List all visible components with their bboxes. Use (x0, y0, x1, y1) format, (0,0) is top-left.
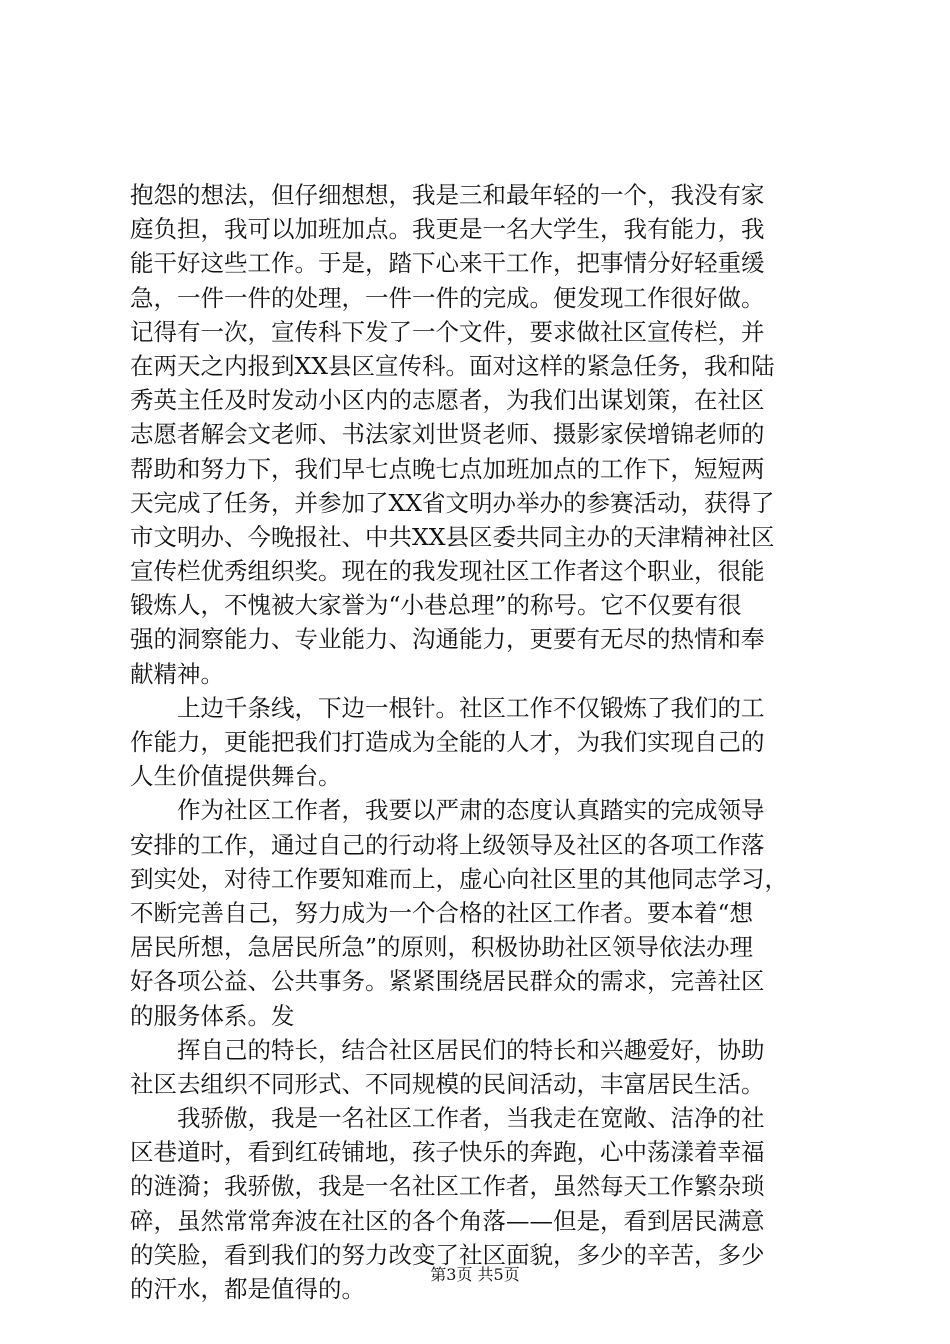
text-line: 献精神。 (130, 659, 224, 688)
text-line: 抱怨的想法，但仔细想想，我是三和最年轻的一个，我没有家 (130, 181, 765, 209)
text-line: 秀英主任及时发动小区内的志愿者，为我们出谋划策，在社区 (130, 386, 765, 415)
text-line: 天完成了任务，并参加了XX省文明办举办的参赛活动，获得了 (130, 488, 775, 517)
text-line: 的服务体系。发 (130, 1001, 295, 1030)
text-line: 的笑脸，看到我们的努力改变了社区面貌，多少的辛苦，多少 (130, 1240, 765, 1269)
text-line: 能干好这些工作。于是，踏下心来干工作，把事情分好轻重缓 (130, 249, 765, 278)
text-line: 作能力，更能把我们打造成为全能的人才，为我们实现自己的 (130, 728, 765, 756)
text-line: 区巷道时，看到红砖铺地，孩子快乐的奔跑，心中荡漾着幸福 (130, 1138, 765, 1167)
text-line: 到实处，对待工作要知难而上，虚心向社区里的其他同志学习， (130, 864, 788, 893)
text-line: 居民所想，急居民所急”的原则，积极协助社区领导依法办理 (130, 933, 754, 962)
document-body (130, 178, 830, 1306)
text-line: 强的洞察能力、专业能力、沟通能力，更要有无尽的热情和奉 (130, 625, 765, 654)
text-line: 庭负担，我可以加班加点。我更是一名大学生，我有能力，我 (130, 215, 765, 244)
text-line: 作为社区工作者，我要以严肃的态度认真踏实的完成领导 (130, 796, 765, 825)
text-line: 挥自己的特长，结合社区居民们的特长和兴趣爱好，协助 (130, 1035, 765, 1064)
text-line: 我骄傲，我是一名社区工作者，当我走在宽敞、洁净的社 (130, 1104, 765, 1133)
text-line: 上边千条线，下边一根针。社区工作不仅锻炼了我们的工 (130, 693, 765, 722)
text-line: 人生价值提供舞台。 (130, 762, 342, 791)
text-line: 碎，虽然常常奔波在社区的各个角落——但是，看到居民满意 (130, 1206, 765, 1235)
text-line: 记得有一次，宣传科下发了一个文件，要求做社区宣传栏，并 (130, 317, 765, 346)
text-line: 在两天之内报到XX县区宣传科。面对这样的紧急任务，我和陆 (130, 351, 775, 380)
text-line: 社区去组织不同形式、不同规模的民间活动，丰富居民生活。 (130, 1069, 765, 1098)
text-line: 不断完善自己，努力成为一个合格的社区工作者。要本着“想 (130, 898, 754, 927)
text-line: 志愿者解会文老师、书法家刘世贤老师、摄影家侯增锦老师的 (130, 420, 765, 449)
text-line: 帮助和努力下，我们早七点晚七点加班加点的工作下，短短两 (130, 454, 765, 483)
text-line: 安排的工作，通过自己的行动将上级领导及社区的各项工作落 (130, 830, 765, 859)
text-line: 的涟漪；我骄傲，我是一名社区工作者，虽然每天工作繁杂琐 (130, 1172, 765, 1201)
text-line: 宣传栏优秀组织奖。现在的我发现社区工作者这个职业，很能 (130, 557, 765, 586)
page-footer: 第3页 共5页 (430, 1265, 520, 1284)
text-line: 好各项公益、公共事务。紧紧围绕居民群众的需求，完善社区 (130, 967, 765, 996)
text-line: 急，一件一件的处理，一件一件的完成。便发现工作很好做。 (130, 283, 765, 312)
text-line: 市文明办、今晚报社、中共XX县区委共同主办的天津精神社区 (130, 522, 775, 551)
text-line: 的汗水，都是值得的。 (130, 1275, 365, 1303)
text-line: 锻炼人，不愧被大家誉为“小巷总理”的称号。它不仅要有很 (130, 591, 742, 620)
